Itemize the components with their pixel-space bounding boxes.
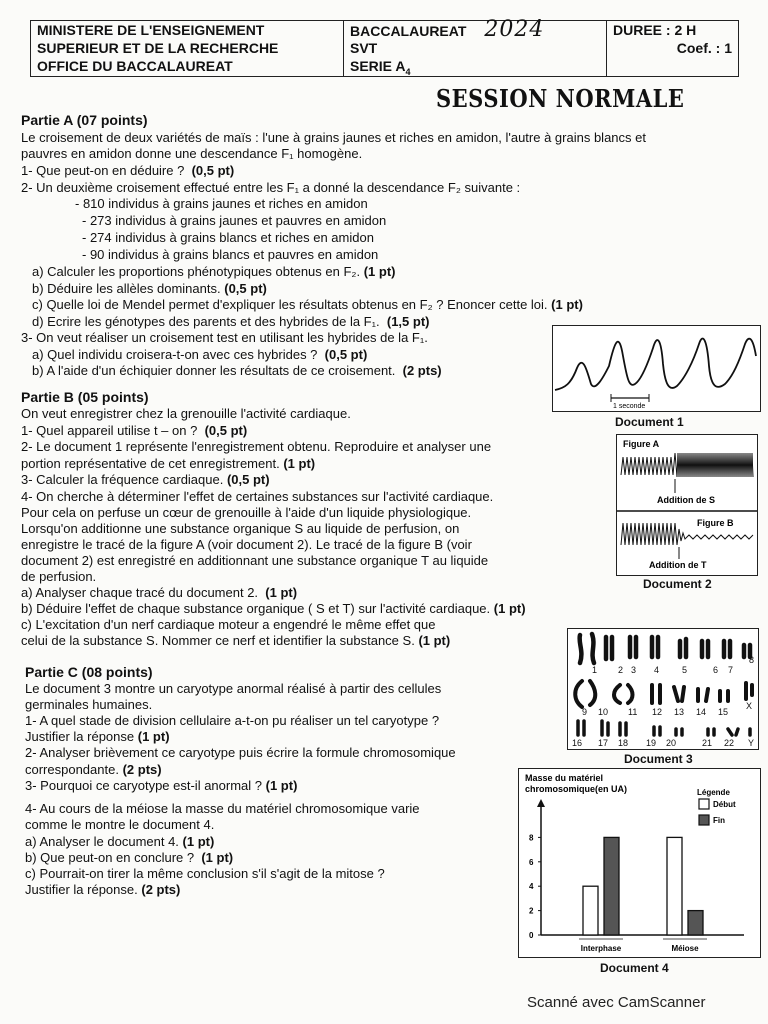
karyotype-label: 4 <box>654 665 660 675</box>
document-4-caption: Document 4 <box>600 961 669 975</box>
part-b-q2-pts: (1 pt) <box>283 456 316 471</box>
document-4-figure <box>518 768 761 958</box>
part-a-q2c-pts: (1 pt) <box>551 297 583 312</box>
part-a-q3: 3- On veut réaliser un croisement test en utilisant les hybrides de la F₁. <box>21 330 428 345</box>
karyotype-label: 8 <box>749 655 755 665</box>
y-axis-arrow <box>537 799 545 807</box>
part-c-q3-pts: (1 pt) <box>265 778 298 793</box>
part-b-q2-2: portion représentative de cet enregistrement. <box>21 456 280 471</box>
figure-b-label: Figure B <box>697 518 734 528</box>
y-tick-label: 0 <box>529 931 534 940</box>
part-b-q4b-pts: (1 pt) <box>493 601 526 616</box>
part-c-title: Partie C (08 points) <box>25 664 153 680</box>
part-a-q1-pts: (0,5 pt) <box>191 163 235 178</box>
part-a-q2b: b) Déduire les allèles dominants. <box>32 281 221 296</box>
part-c-intro-2: germinales humaines. <box>25 697 153 712</box>
part-b-q4b: b) Déduire l'effet de chaque substance organique ( S et T) sur l'activité cardiaque. <box>21 601 491 616</box>
part-a-q2d-pts: (1,5 pt) <box>386 314 430 329</box>
duration-cell <box>607 21 739 77</box>
part-c-q4a: a) Analyser le document 4. <box>25 834 179 849</box>
karyotype-label: 14 <box>696 707 707 717</box>
part-b-q4a: a) Analyser chaque tracé du document 2. <box>21 585 259 600</box>
result-4: - 90 individus à grains blancs et pauvres en amidon <box>82 247 379 262</box>
part-a-q3a: a) Quel individu croisera-t-on avec ces hybrides ? <box>32 347 318 362</box>
scanner-footer: Scanné avec CamScanner <box>527 994 706 1011</box>
part-c-q1-pts: (1 pt) <box>137 729 170 744</box>
part-a-title: Partie A (07 points) <box>21 112 148 128</box>
karyotype-label: 16 <box>572 738 583 748</box>
row-2-labels <box>582 701 752 717</box>
part-c-q4b-pts: (1 pt) <box>201 850 234 865</box>
part-a-q1: 1- Que peut-on en déduire ? <box>21 163 185 178</box>
bar-interphase-fin <box>604 837 619 935</box>
karyotype-label: 17 <box>598 738 609 748</box>
row-3-chromosomes <box>578 721 750 735</box>
part-a-intro-2: pauvres en amidon donne une descendance F₁ homogène. <box>21 146 363 161</box>
coef-label: Coef. : 1 <box>676 40 732 56</box>
karyotype-label: 18 <box>618 738 629 748</box>
y-tick-label: 6 <box>529 857 534 867</box>
subject-label: SVT <box>350 40 378 56</box>
part-b-q4-line-6: de perfusion. <box>21 569 97 584</box>
karyotype-label: 1 <box>592 665 598 675</box>
part-c-q4-1: 4- Au cours de la méiose la masse du matériel chromosomique varie <box>25 801 420 816</box>
part-a-q2b-pts: (0,5 pt) <box>224 281 267 296</box>
part-c-q1-2: Justifier la réponse <box>25 729 135 744</box>
karyotype-svg <box>568 629 758 749</box>
cardiac-trace-line <box>555 339 756 390</box>
karyotype-label: 15 <box>718 707 729 717</box>
exam-cell <box>344 17 607 77</box>
ministry-line-2: SUPERIEUR ET DE LA RECHERCHE <box>37 40 279 56</box>
document-3-figure <box>567 628 759 750</box>
chart-axes <box>529 799 744 953</box>
karyotype-label: 3 <box>631 665 637 675</box>
addition-t-label: Addition de T <box>649 560 707 570</box>
document-1-figure <box>552 325 761 412</box>
part-b-q4c-2: celui de la substance S. Nommer ce nerf et identifier la substance S. <box>21 633 415 648</box>
series-sub: 4 <box>405 66 411 77</box>
part-c-q3: 3- Pourquoi ce caryotype est-il anormal ? <box>25 778 263 793</box>
document-4-chart <box>519 769 760 957</box>
y-tick-label: 4 <box>529 882 534 892</box>
part-b-title: Partie B (05 points) <box>21 389 149 405</box>
figure-a-label: Figure A <box>623 439 660 449</box>
category-label: Méiose <box>671 944 699 953</box>
part-c-q2-1: 2- Analyser brièvement ce caryotype puis écrire la formule chromosomique <box>25 745 456 760</box>
bar-miose-fin <box>688 911 703 935</box>
part-b-q4-line-1: 4- On cherche à déterminer l'effet de certaines substances sur l'activité cardiaque. <box>21 489 494 504</box>
karyotype-label: 21 <box>702 738 713 748</box>
part-b-q4-line-3: Lorsqu'on additionne une substance organique S au liquide de perfusion, on <box>21 521 460 536</box>
part-b-q4c-1: c) L'excitation d'un nerf cardiaque moteur a engendré le même effet que <box>21 617 436 632</box>
karyotype-label: Y <box>748 738 755 748</box>
part-a-intro-1: Le croisement de deux variétés de maïs : l'une à grains jaunes et riches en amidon, l'autre à grains blancs et <box>21 130 646 145</box>
legend-title: Légende <box>697 788 730 797</box>
chart-bars <box>583 837 703 935</box>
part-a-q2: 2- Un deuxième croisement effectué entre les F₁ a donné la descendance F₂ suivante : <box>21 180 521 195</box>
karyotype-label: X <box>746 701 753 711</box>
part-a-q3b-pts: (2 pts) <box>402 363 442 378</box>
addition-s-label: Addition de S <box>657 495 715 505</box>
category-label: Interphase <box>580 944 622 953</box>
y-tick-label: 8 <box>529 833 534 843</box>
karyotype-label: 6 <box>713 665 719 675</box>
karyotype-label: 13 <box>674 707 685 717</box>
row-1-chromosomes <box>580 634 750 663</box>
karyotype-label: 12 <box>652 707 663 717</box>
part-c-q4b: b) Que peut-on en conclure ? <box>25 850 195 865</box>
karyotype-label: 9 <box>582 707 588 717</box>
exam-year: 2024 <box>484 17 545 42</box>
part-b-q4c-pts: (1 pt) <box>418 633 451 648</box>
document-1-caption: Document 1 <box>615 415 684 429</box>
row-3-labels <box>572 738 754 748</box>
ministry-line-3: OFFICE DU BACCALAUREAT <box>37 58 233 74</box>
part-b-q4-line-4: enregistre le tracé de la figure A (voir document 2). Le tracé de la figure B (voir <box>21 537 472 552</box>
part-a-q2c: c) Quelle loi de Mendel permet d'expliquer les résultats obtenus en F₂ ? Enoncer cette loi. <box>32 297 548 312</box>
karyotype-label: 5 <box>682 665 688 675</box>
part-c-q2-2: correspondante. <box>25 762 119 777</box>
part-c-intro-1: Le document 3 montre un caryotype anormal réalisé à partir des cellules <box>25 681 442 696</box>
ministry-cell <box>31 21 344 77</box>
part-c-q4c-pts: (2 pts) <box>141 882 181 897</box>
header-table <box>30 17 739 77</box>
bar-miose-dbut <box>667 837 682 935</box>
duration-label: DUREE : 2 H <box>613 22 697 38</box>
part-c-q2-pts: (2 pts) <box>122 762 162 777</box>
ministry-line-1: MINISTERE DE L'ENSEIGNEMENT <box>37 22 265 38</box>
scale-label: 1 seconde <box>613 403 646 410</box>
part-c-q4-2: comme le montre le document 4. <box>25 817 215 832</box>
part-a-q2d: d) Ecrire les génotypes des parents et des hybrides de la F₁. <box>32 314 380 329</box>
part-b-q1-pts: (0,5 pt) <box>204 423 248 438</box>
part-c-q4a-pts: (1 pt) <box>182 834 215 849</box>
document-2-svg <box>617 435 757 575</box>
result-3: - 274 individus à grains blancs et riches en amidon <box>82 230 374 245</box>
part-c-q4c-2: Justifier la réponse. <box>25 882 138 897</box>
figure-a-trace <box>621 453 753 477</box>
karyotype-label: 2 <box>618 665 624 675</box>
karyotype-label: 7 <box>728 665 734 675</box>
document-2-figure <box>616 434 758 576</box>
part-b-q2-1: 2- Le document 1 représente l'enregistrement obtenu. Reproduire et analyser une <box>21 439 492 454</box>
part-b-q4-line-2: Pour cela on perfuse un cœur de grenouille à l'aide d'un liquide physiologique. <box>21 505 472 520</box>
row-2-chromosomes <box>575 681 752 707</box>
part-a-q3b: b) A l'aide d'un échiquier donner les résultats de ce croisement. <box>32 363 396 378</box>
cardiac-trace-svg <box>553 326 760 411</box>
chart-ylabel-1: Masse du matériel <box>525 773 604 783</box>
part-b-q3: 3- Calculer la fréquence cardiaque. <box>21 472 224 487</box>
exam-label: BACCALAUREAT <box>350 23 467 39</box>
series-label: SERIE A <box>350 58 406 74</box>
document-2-caption: Document 2 <box>643 577 712 591</box>
part-b-q3-pts: (0,5 pt) <box>226 472 270 487</box>
chart-ylabel-2: chromosomique(en UA) <box>525 784 628 794</box>
part-c-q4c: c) Pourrait-on tirer la même conclusion s'il s'agit de la mitose ? <box>25 866 385 881</box>
result-1: - 810 individus à grains jaunes et riches en amidon <box>75 196 368 211</box>
result-2: - 273 individus à grains jaunes et pauvres en amidon <box>82 213 387 228</box>
karyotype-label: 19 <box>646 738 657 748</box>
part-a-q3a-pts: (0,5 pt) <box>324 347 368 362</box>
part-a-q2a-pts: (1 pt) <box>363 264 396 279</box>
document-3-caption: Document 3 <box>624 752 693 766</box>
legend-label-debut: Début <box>713 800 736 809</box>
part-b-intro: On veut enregistrer chez la grenouille l'activité cardiaque. <box>21 406 351 421</box>
part-b-q4a-pts: (1 pt) <box>265 585 298 600</box>
karyotype-label: 20 <box>666 738 677 748</box>
legend-label-fin: Fin <box>713 816 725 825</box>
part-c-q1-1: 1- A quel stade de division cellulaire a-t-on pu réaliser un tel caryotype ? <box>25 713 440 728</box>
legend-swatch-fin <box>699 815 709 825</box>
bar-interphase-dbut <box>583 886 598 935</box>
karyotype-label: 11 <box>628 707 638 717</box>
part-a-q2a: a) Calculer les proportions phénotypiques obtenus en F₂. <box>32 264 361 279</box>
y-tick-label: 2 <box>529 906 534 916</box>
karyotype-label: 10 <box>598 707 609 717</box>
part-b-q4-line-5: document 2) est enregistré en additionnant une substance organique T au liquide <box>21 553 489 568</box>
part-b-q1: 1- Quel appareil utilise t – on ? <box>21 423 198 438</box>
session-title: SESSION NORMALE <box>436 84 685 113</box>
legend-swatch-debut <box>699 799 709 809</box>
karyotype-label: 22 <box>724 738 735 748</box>
